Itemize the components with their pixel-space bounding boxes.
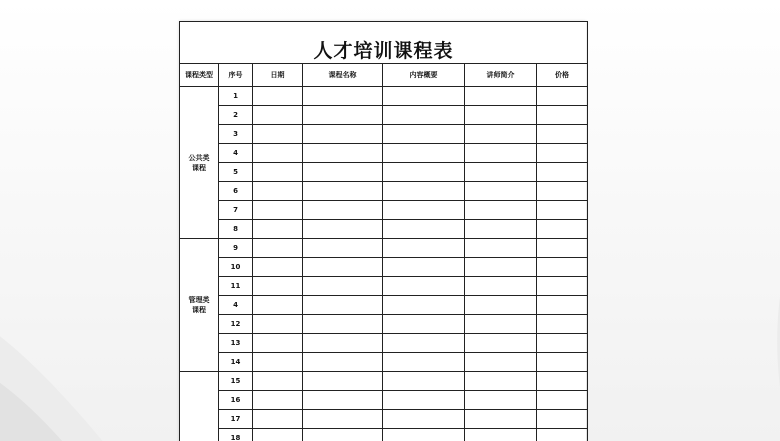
summary-cell[interactable] (383, 410, 465, 429)
date-cell[interactable] (253, 334, 303, 353)
instructor-cell[interactable] (465, 315, 537, 334)
page-title: 人才培训课程表 (180, 22, 588, 64)
course-name-cell[interactable] (303, 410, 383, 429)
date-cell[interactable] (253, 258, 303, 277)
index-cell[interactable]: 9 (219, 239, 253, 258)
date-cell[interactable] (253, 315, 303, 334)
index-cell[interactable]: 5 (219, 163, 253, 182)
date-cell[interactable] (253, 106, 303, 125)
table-row (180, 372, 588, 391)
instructor-cell[interactable] (465, 144, 537, 163)
price-cell[interactable] (537, 372, 588, 391)
table-row (180, 429, 588, 441)
course-name-cell[interactable] (303, 372, 383, 391)
course-name-cell[interactable] (303, 144, 383, 163)
summary-cell[interactable] (383, 391, 465, 410)
index-cell[interactable]: 8 (219, 220, 253, 239)
summary-cell[interactable] (383, 296, 465, 315)
course-name-cell[interactable] (303, 220, 383, 239)
summary-cell[interactable] (383, 334, 465, 353)
date-cell[interactable] (253, 144, 303, 163)
summary-cell[interactable] (383, 220, 465, 239)
table-row (180, 277, 588, 296)
course-name-cell[interactable] (303, 391, 383, 410)
price-cell[interactable] (537, 277, 588, 296)
summary-cell[interactable] (383, 125, 465, 144)
spreadsheet-page (179, 21, 586, 441)
table-row (180, 353, 588, 372)
summary-cell[interactable] (383, 429, 465, 441)
index-cell[interactable]: 4 (219, 296, 253, 315)
index-cell[interactable]: 18 (219, 429, 253, 441)
index-cell[interactable]: 16 (219, 391, 253, 410)
instructor-cell[interactable] (465, 391, 537, 410)
table-row (180, 296, 588, 315)
course-name-cell[interactable] (303, 429, 383, 441)
table-row (180, 201, 588, 220)
index-cell[interactable]: 12 (219, 315, 253, 334)
summary-cell[interactable] (383, 106, 465, 125)
date-cell[interactable] (253, 163, 303, 182)
index-cell[interactable]: 15 (219, 372, 253, 391)
course-category-line: 课程 (192, 306, 206, 314)
index-cell[interactable]: 10 (219, 258, 253, 277)
date-cell[interactable] (253, 353, 303, 372)
price-cell[interactable] (537, 315, 588, 334)
summary-cell[interactable] (383, 87, 465, 106)
table-row (180, 410, 588, 429)
date-cell[interactable] (253, 391, 303, 410)
summary-cell[interactable] (383, 353, 465, 372)
date-cell[interactable] (253, 87, 303, 106)
index-cell[interactable]: 17 (219, 410, 253, 429)
schedule-table (179, 21, 588, 441)
course-name-cell[interactable] (303, 258, 383, 277)
table-row (180, 163, 588, 182)
price-cell[interactable] (537, 391, 588, 410)
price-cell[interactable] (537, 258, 588, 277)
background-swoosh-right (740, 220, 780, 441)
price-cell[interactable] (537, 163, 588, 182)
price-cell[interactable] (537, 410, 588, 429)
table-row (180, 315, 588, 334)
instructor-cell[interactable] (465, 220, 537, 239)
price-cell[interactable] (537, 106, 588, 125)
date-cell[interactable] (253, 239, 303, 258)
price-cell[interactable] (537, 182, 588, 201)
instructor-cell[interactable] (465, 410, 537, 429)
course-name-cell[interactable] (303, 239, 383, 258)
header-price: 价格 (537, 64, 588, 87)
price-cell[interactable] (537, 220, 588, 239)
course-name-cell[interactable] (303, 182, 383, 201)
course-name-cell[interactable] (303, 125, 383, 144)
course-name-cell[interactable] (303, 201, 383, 220)
course-name-cell[interactable] (303, 334, 383, 353)
index-cell[interactable]: 6 (219, 182, 253, 201)
price-cell[interactable] (537, 239, 588, 258)
price-cell[interactable] (537, 201, 588, 220)
price-cell[interactable] (537, 296, 588, 315)
instructor-cell[interactable] (465, 258, 537, 277)
summary-cell[interactable] (383, 144, 465, 163)
course-name-cell[interactable] (303, 163, 383, 182)
course-category-cell[interactable] (180, 87, 219, 239)
instructor-cell[interactable] (465, 277, 537, 296)
course-category-line: 课程 (192, 163, 206, 172)
summary-cell[interactable] (383, 239, 465, 258)
summary-cell[interactable] (383, 277, 465, 296)
table-row (180, 239, 588, 258)
course-name-cell[interactable] (303, 277, 383, 296)
instructor-cell[interactable] (465, 182, 537, 201)
instructor-cell[interactable] (465, 87, 537, 106)
index-cell[interactable]: 1 (219, 87, 253, 106)
table-row (180, 106, 588, 125)
table-row (180, 220, 588, 239)
table-row (180, 258, 588, 277)
summary-cell[interactable] (383, 182, 465, 201)
course-name-cell[interactable] (303, 296, 383, 315)
course-category-line: 公共类 (188, 153, 210, 162)
index-cell[interactable]: 2 (219, 106, 253, 125)
table-row (180, 87, 588, 106)
header-row (180, 64, 588, 87)
price-cell[interactable] (537, 125, 588, 144)
course-category-cell[interactable] (180, 372, 219, 441)
date-cell[interactable] (253, 125, 303, 144)
index-cell[interactable]: 7 (219, 201, 253, 220)
index-cell[interactable]: 3 (219, 125, 253, 144)
summary-cell[interactable] (383, 163, 465, 182)
instructor-cell[interactable] (465, 106, 537, 125)
instructor-cell[interactable] (465, 125, 537, 144)
date-cell[interactable] (253, 296, 303, 315)
course-category-line: 管理类 (188, 296, 210, 304)
date-cell[interactable] (253, 201, 303, 220)
summary-cell[interactable] (383, 372, 465, 391)
price-cell[interactable] (537, 87, 588, 106)
table-row (180, 144, 588, 163)
table-row (180, 334, 588, 353)
instructor-cell[interactable] (465, 201, 537, 220)
header-date: 日期 (253, 64, 303, 87)
date-cell[interactable] (253, 220, 303, 239)
price-cell[interactable] (537, 353, 588, 372)
date-cell[interactable] (253, 277, 303, 296)
header-course-type: 课程类型 (180, 64, 219, 87)
instructor-cell[interactable] (465, 163, 537, 182)
summary-cell[interactable] (383, 315, 465, 334)
background-swoosh-left (0, 250, 110, 441)
course-name-cell[interactable] (303, 106, 383, 125)
table-row (180, 182, 588, 201)
instructor-cell[interactable] (465, 429, 537, 441)
price-cell[interactable] (537, 144, 588, 163)
course-name-cell[interactable] (303, 353, 383, 372)
date-cell[interactable] (253, 372, 303, 391)
index-cell[interactable]: 14 (219, 353, 253, 372)
table-row (180, 125, 588, 144)
price-cell[interactable] (537, 429, 588, 441)
date-cell[interactable] (253, 410, 303, 429)
table-row (180, 391, 588, 410)
instructor-cell[interactable] (465, 334, 537, 353)
summary-cell[interactable] (383, 258, 465, 277)
instructor-cell[interactable] (465, 372, 537, 391)
instructor-cell[interactable] (465, 353, 537, 372)
date-cell[interactable] (253, 429, 303, 441)
instructor-cell[interactable] (465, 239, 537, 258)
index-cell[interactable]: 13 (219, 334, 253, 353)
header-course-name: 课程名称 (303, 64, 383, 87)
price-cell[interactable] (537, 334, 588, 353)
index-cell[interactable]: 11 (219, 277, 253, 296)
summary-cell[interactable] (383, 201, 465, 220)
date-cell[interactable] (253, 182, 303, 201)
instructor-cell[interactable] (465, 296, 537, 315)
header-index: 序号 (219, 64, 253, 87)
course-name-cell[interactable] (303, 315, 383, 334)
header-summary: 内容概要 (383, 64, 465, 87)
course-name-cell[interactable] (303, 87, 383, 106)
index-cell[interactable]: 4 (219, 144, 253, 163)
header-instructor: 讲师简介 (465, 64, 537, 87)
course-category-cell[interactable] (180, 239, 219, 372)
